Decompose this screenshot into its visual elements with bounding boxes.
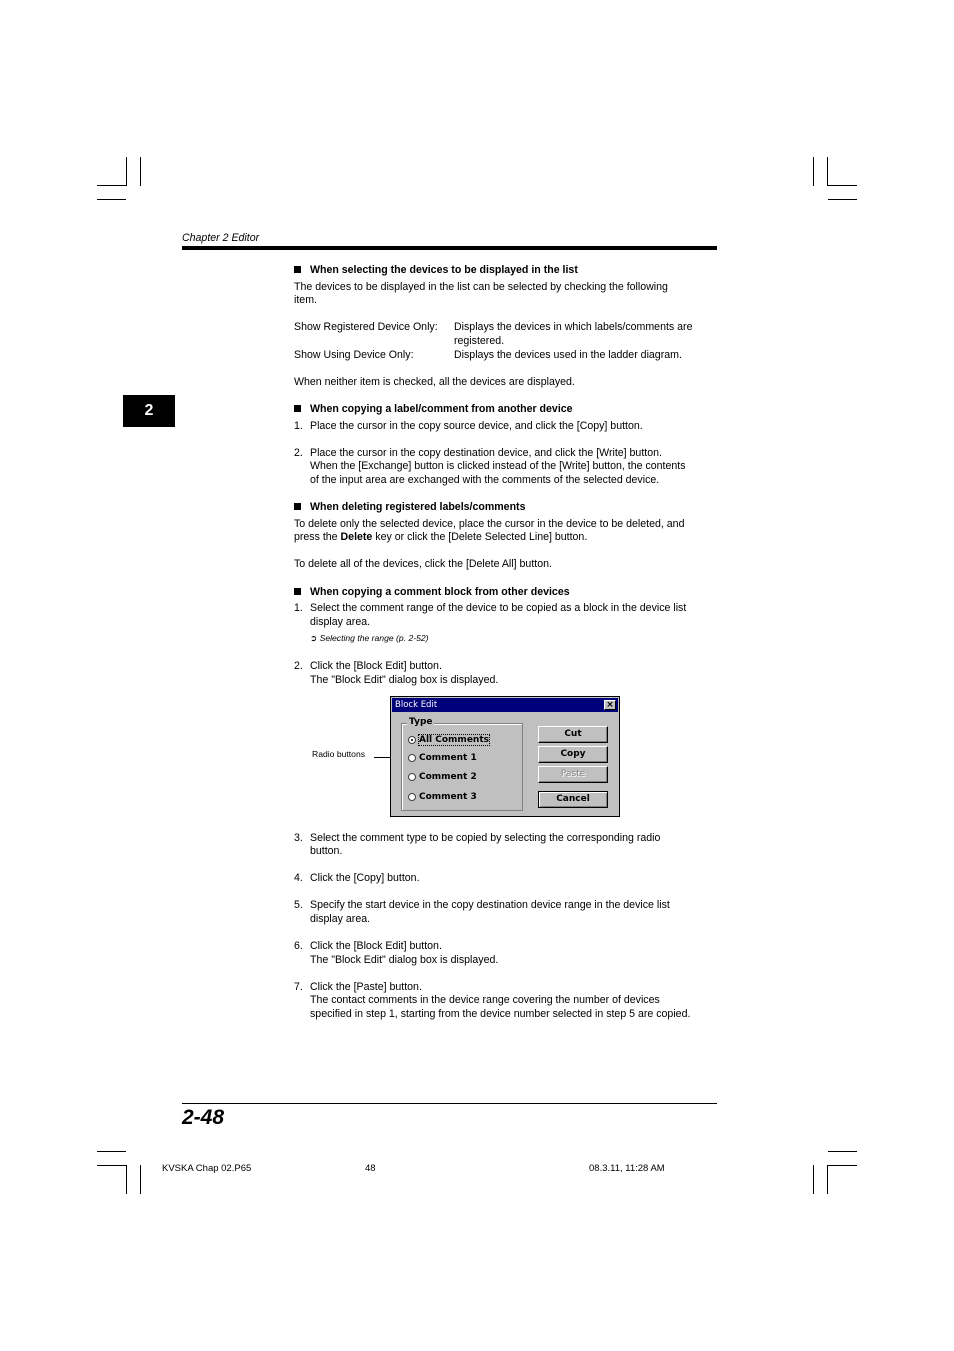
step-text: The "Block Edit" dialog box is displayed. [310, 954, 499, 966]
footer-rule [182, 1103, 717, 1104]
text-run: key or click the [Delete Selected Line] button. [372, 531, 588, 543]
crop-mark [140, 157, 141, 186]
step-number: 7. [294, 981, 303, 993]
step-text: When the [Exchange] button is clicked instead of the [Write] button, the contents [310, 460, 686, 472]
chapter-tab: 2 [123, 395, 175, 427]
crop-mark [828, 1165, 857, 1166]
heading-text: When copying a comment block from other devices [310, 586, 570, 598]
step-text: Place the cursor in the copy destination device, and click the [Write] button. [310, 447, 662, 459]
radio-label: Comment 1 [419, 753, 477, 763]
step-text: Select the comment type to be copied by selecting the corresponding radio [310, 832, 661, 844]
paragraph: item. [294, 294, 317, 306]
step-text: Place the cursor in the copy source device, and click the [Copy] button. [310, 420, 643, 432]
crop-mark [97, 199, 126, 200]
section-heading [294, 501, 525, 515]
header-rule [182, 246, 717, 250]
crop-mark [827, 157, 828, 186]
step-text: Click the [Block Edit] button. [310, 660, 442, 672]
radio-comment-2[interactable] [408, 772, 477, 782]
page-number: 2-48 [182, 1106, 225, 1129]
crop-mark [97, 185, 126, 186]
reference-arrow-icon: ➲ [310, 633, 318, 643]
cut-button[interactable]: Cut [538, 726, 608, 743]
paragraph: To delete all of the devices, click the [Delete All] button. [294, 558, 552, 570]
step-text: The contact comments in the device range covering the number of devices [310, 994, 660, 1006]
footer-filename: KVSKA Chap 02.P65 [162, 1163, 252, 1174]
crop-mark [828, 199, 857, 200]
step-text: Specify the start device in the copy destination device range in the device list [310, 899, 670, 911]
step-text: Select the comment range of the device to be copied as a block in the device list [310, 602, 687, 614]
crop-mark [813, 1165, 814, 1194]
option-desc: registered. [454, 335, 505, 347]
block-edit-dialog [390, 696, 620, 817]
radio-all-comments[interactable] [408, 735, 489, 745]
group-label: Type [409, 717, 433, 727]
crop-mark [140, 1165, 141, 1194]
radio-comment-1[interactable] [408, 753, 477, 763]
paragraph [294, 531, 587, 545]
close-icon[interactable]: × [604, 700, 616, 710]
bullet-square-icon [294, 266, 301, 273]
bullet-square-icon [294, 503, 301, 510]
step-number: 4. [294, 872, 303, 884]
cross-reference [310, 633, 429, 644]
step-number: 5. [294, 899, 303, 911]
step-text: specified in step 1, starting from the device number selected in step 5 are copied. [310, 1008, 691, 1020]
paragraph: The devices to be displayed in the list can be selected by checking the following [294, 281, 668, 293]
radio-comment-3[interactable] [408, 792, 477, 802]
step-number: 1. [294, 420, 303, 432]
step-number: 3. [294, 832, 303, 844]
footer-date: 08.3.11, 11:28 AM [589, 1163, 665, 1174]
bullet-square-icon [294, 405, 301, 412]
step-number: 2. [294, 660, 303, 672]
heading-text: When copying a label/comment from another device [310, 403, 573, 415]
callout-label: Radio buttons [312, 749, 366, 759]
bullet-square-icon [294, 588, 301, 595]
option-term: Show Registered Device Only: [294, 321, 438, 333]
radio-label: Comment 3 [419, 792, 477, 802]
radio-icon [408, 773, 416, 781]
step-text: button. [310, 845, 343, 857]
section-heading [294, 264, 578, 278]
paragraph: When neither item is checked, all the devices are displayed. [294, 376, 575, 388]
section-heading [294, 586, 570, 600]
paragraph: To delete only the selected device, place the cursor in the device to be deleted, and [294, 518, 685, 530]
section-heading [294, 403, 573, 417]
step-number: 2. [294, 447, 303, 459]
step-number: 1. [294, 602, 303, 614]
dialog-title: Block Edit [395, 700, 438, 710]
crop-mark [827, 1165, 828, 1194]
paste-button[interactable]: Paste [538, 766, 608, 783]
option-desc: Displays the devices used in the ladder diagram. [454, 349, 682, 361]
step-text: display area. [310, 913, 371, 925]
text-run: press the [294, 531, 341, 543]
step-text: Click the [Copy] button. [310, 872, 420, 884]
xref-text: Selecting the range (p. 2-52) [319, 633, 429, 643]
key-name: Delete [340, 531, 373, 543]
copy-button[interactable]: Copy [538, 746, 608, 763]
crop-mark [97, 1151, 126, 1152]
chapter-header: Chapter 2 Editor [182, 232, 260, 244]
crop-mark [813, 157, 814, 186]
radio-icon [408, 754, 416, 762]
crop-mark [828, 1151, 857, 1152]
step-text: Click the [Paste] button. [310, 981, 422, 993]
crop-mark [126, 157, 127, 186]
option-desc: Displays the devices in which labels/comments are [454, 321, 693, 333]
crop-mark [828, 185, 857, 186]
step-number: 6. [294, 940, 303, 952]
heading-text: When deleting registered labels/comments [310, 501, 526, 513]
heading-text: When selecting the devices to be displayed in the list [310, 264, 578, 276]
step-text: of the input area are exchanged with the comments of the selected device. [310, 474, 660, 486]
crop-mark [97, 1165, 126, 1166]
crop-mark [126, 1165, 127, 1194]
step-text: Click the [Block Edit] button. [310, 940, 442, 952]
dialog-title-bar [392, 698, 618, 712]
step-text: display area. [310, 616, 371, 628]
footer-page: 48 [365, 1163, 376, 1174]
radio-label: All Comments [419, 735, 489, 745]
step-text: The "Block Edit" dialog box is displayed. [310, 674, 499, 686]
cancel-button[interactable]: Cancel [538, 791, 608, 808]
radio-icon [408, 793, 416, 801]
radio-label: Comment 2 [419, 772, 477, 782]
option-term: Show Using Device Only: [294, 349, 414, 361]
radio-selected-icon [408, 736, 416, 744]
